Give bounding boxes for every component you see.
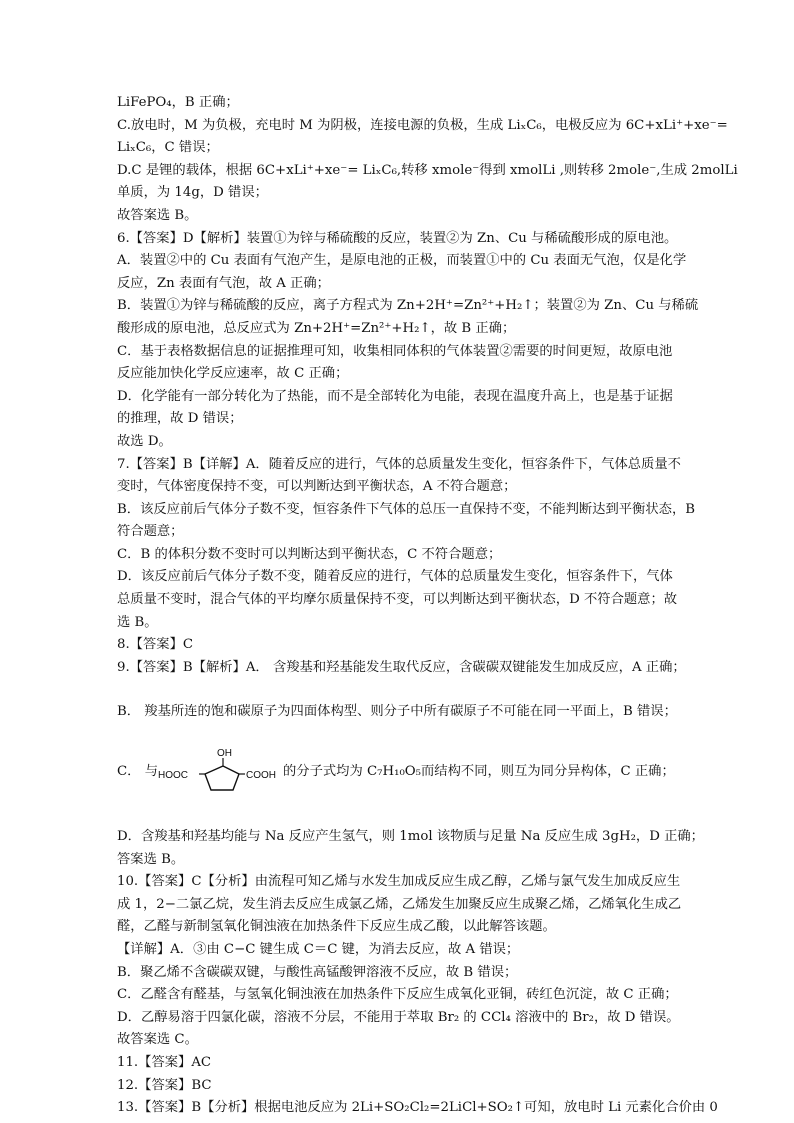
text-line: 7.【答案】B【详解】A．随着反应的进行，气体的总质量发生变化，恒容条件下，气体总质量不 — [117, 456, 681, 472]
text-line: 6.【答案】D【解析】装置①为锌与稀硫酸的反应，装置②为 Zn、Cu 与稀硫酸形成的原电池。 — [117, 230, 678, 246]
spacer — [117, 724, 727, 746]
text-line: 变时，气体密度保持不变，可以判断达到平衡状态，A 不符合题意； — [117, 479, 517, 495]
text-line: 8.【答案】C — [117, 637, 194, 653]
cooh-label: COOH — [246, 770, 276, 782]
text-line: C．乙醛含有醛基，与氢氧化铜浊液在加热条件下反应生成氧化亚铜，砖红色沉淀，故 C 正确； — [117, 987, 678, 1003]
text-line: 9.【答案】B【解析】A． 含羧基和羟基能发生取代反应，含碳碳双键能发生加成反应，A 正确； — [117, 659, 686, 675]
text-line: 单质，为 14g，D 错误； — [117, 185, 268, 201]
answer-text — [117, 92, 738, 1120]
text-line: D．化学能有一部分转化为了热能，而不是全部转化为电能，表现在温度升高上，也是基于证据 — [117, 388, 673, 404]
text-line: 成 1，2−二氯乙烷，发生消去反应生成氯乙烯，乙烯发生加聚反应生成聚乙烯，乙烯氧化生成乙 — [117, 896, 682, 912]
text-line: 酸形成的原电池，总反应式为 Zn+2H⁺=Zn²⁺+H₂↑，故 B 正确； — [117, 320, 516, 336]
text-line: 总质量不变时，混合气体的平均摩尔质量保持不变，可以判断达到平衡状态，D 不符合题意；故 — [117, 592, 678, 608]
text-line: 10.【答案】C【分析】由流程可知乙烯与水发生加成反应生成乙醇，乙烯与氯气发生加成反应生 — [117, 874, 681, 890]
text-line: 反应，Zn 表面有气泡，故 A 正确； — [117, 275, 330, 291]
text-line: C.放电时，M 为负极，充电时 M 为阴极，连接电源的负极，生成 LiₓC₆，电极反应为 6C+xLi⁺+xe⁻= — [117, 117, 728, 133]
text-line: 选 B。 — [117, 614, 158, 630]
text-line: 符合题意； — [117, 524, 184, 540]
text-line: 的分子式均为 C₇H₁₀O₅而结构不同，则互为同分异构体，C 正确； — [283, 764, 675, 780]
text-line: 反应能加快化学反应速率，故 C 正确； — [117, 366, 349, 382]
text-line: C．基于表格数据信息的证据推理可知，收集相同体积的气体装置②需要的时间更短，故原电池 — [117, 343, 673, 359]
text-line: 故选 D。 — [117, 433, 172, 449]
text-line: D．该反应前后气体分子数不变，随着反应的进行，气体的总质量发生变化，恒容条件下，气体 — [117, 569, 673, 585]
text-line: LiₓC₆，C 错误； — [117, 140, 219, 156]
text-line: 11.【答案】AC — [117, 1054, 212, 1070]
text-line: A．装置②中的 Cu 表面有气泡产生，是原电池的正极，而装置①中的 Cu 表面无气泡，仅是化学 — [117, 253, 687, 269]
text-line: LiFePO₄，B 正确； — [117, 95, 239, 110]
text-line: B．聚乙烯不含碳碳双键，与酸性高锰酸钾溶液不反应，故 B 错误； — [117, 964, 518, 980]
hooc-label: HOOC — [158, 770, 188, 782]
text-line: 故答案选 C。 — [117, 1032, 198, 1048]
text-line: D.C 是锂的载体，根据 6C+xLi⁺+xe⁻= LiₓC₆,转移 xmole⁻得到 xmolLi ,则转移 2mole⁻,生成 2molLi — [117, 162, 738, 178]
text-line: 【详解】A．③由 C−C 键生成 C＝C 键，为消去反应，故 A 错误； — [117, 942, 520, 957]
text-line: 答案选 B。 — [117, 851, 185, 867]
text-line: C．B 的体积分数不变时可以判断达到平衡状态，C 不符合题意； — [117, 546, 502, 562]
text-line: D．乙醇易溶于四氯化碳，溶液不分层，不能用于萃取 Br₂ 的 CCl₄ 溶液中的 Br₂，故 D 错误。 — [117, 1009, 680, 1025]
text-line: 12.【答案】BC — [117, 1077, 212, 1093]
text-line: 故答案选 B。 — [117, 207, 198, 223]
spacer — [117, 804, 727, 826]
text-line: 13.【答案】B【分析】根据电池反应为 2Li+SO₂Cl₂=2LiCl+SO₂↑可知，放电时 Li 元素化合价由 0 — [117, 1100, 718, 1116]
text-line: 的推理，故 D 错误； — [117, 411, 243, 427]
spacer — [117, 679, 727, 701]
text-line: B．装置①为锌与稀硫酸的反应，离子方程式为 Zn+2H⁺=Zn²⁺+H₂↑；装置②为 Zn、Cu 与稀硫 — [117, 298, 699, 314]
text-line: 醛，乙醛与新制氢氧化铜浊液在加热条件下反应生成乙酸，以此解答该题。 — [117, 919, 556, 935]
cyclopentane-structure-diagram — [157, 746, 281, 802]
text-line: B．该反应前后气体分子数不变，恒容条件下气体的总压一直保持不变，不能判断达到平衡状态，B — [117, 501, 696, 517]
oh-label: OH — [217, 748, 232, 760]
structure-line — [117, 746, 727, 804]
text-line: B． 羧基所连的饱和碳原子为四面体构型、则分子中所有碳原子不可能在同一平面上，B 错误； — [117, 704, 677, 720]
text-line: D．含羧基和羟基均能与 Na 反应产生氢气，则 1mol 该物质与足量 Na 反应生成 3gH₂，D 正确； — [117, 829, 704, 845]
text-line: C． 与 — [117, 764, 158, 780]
